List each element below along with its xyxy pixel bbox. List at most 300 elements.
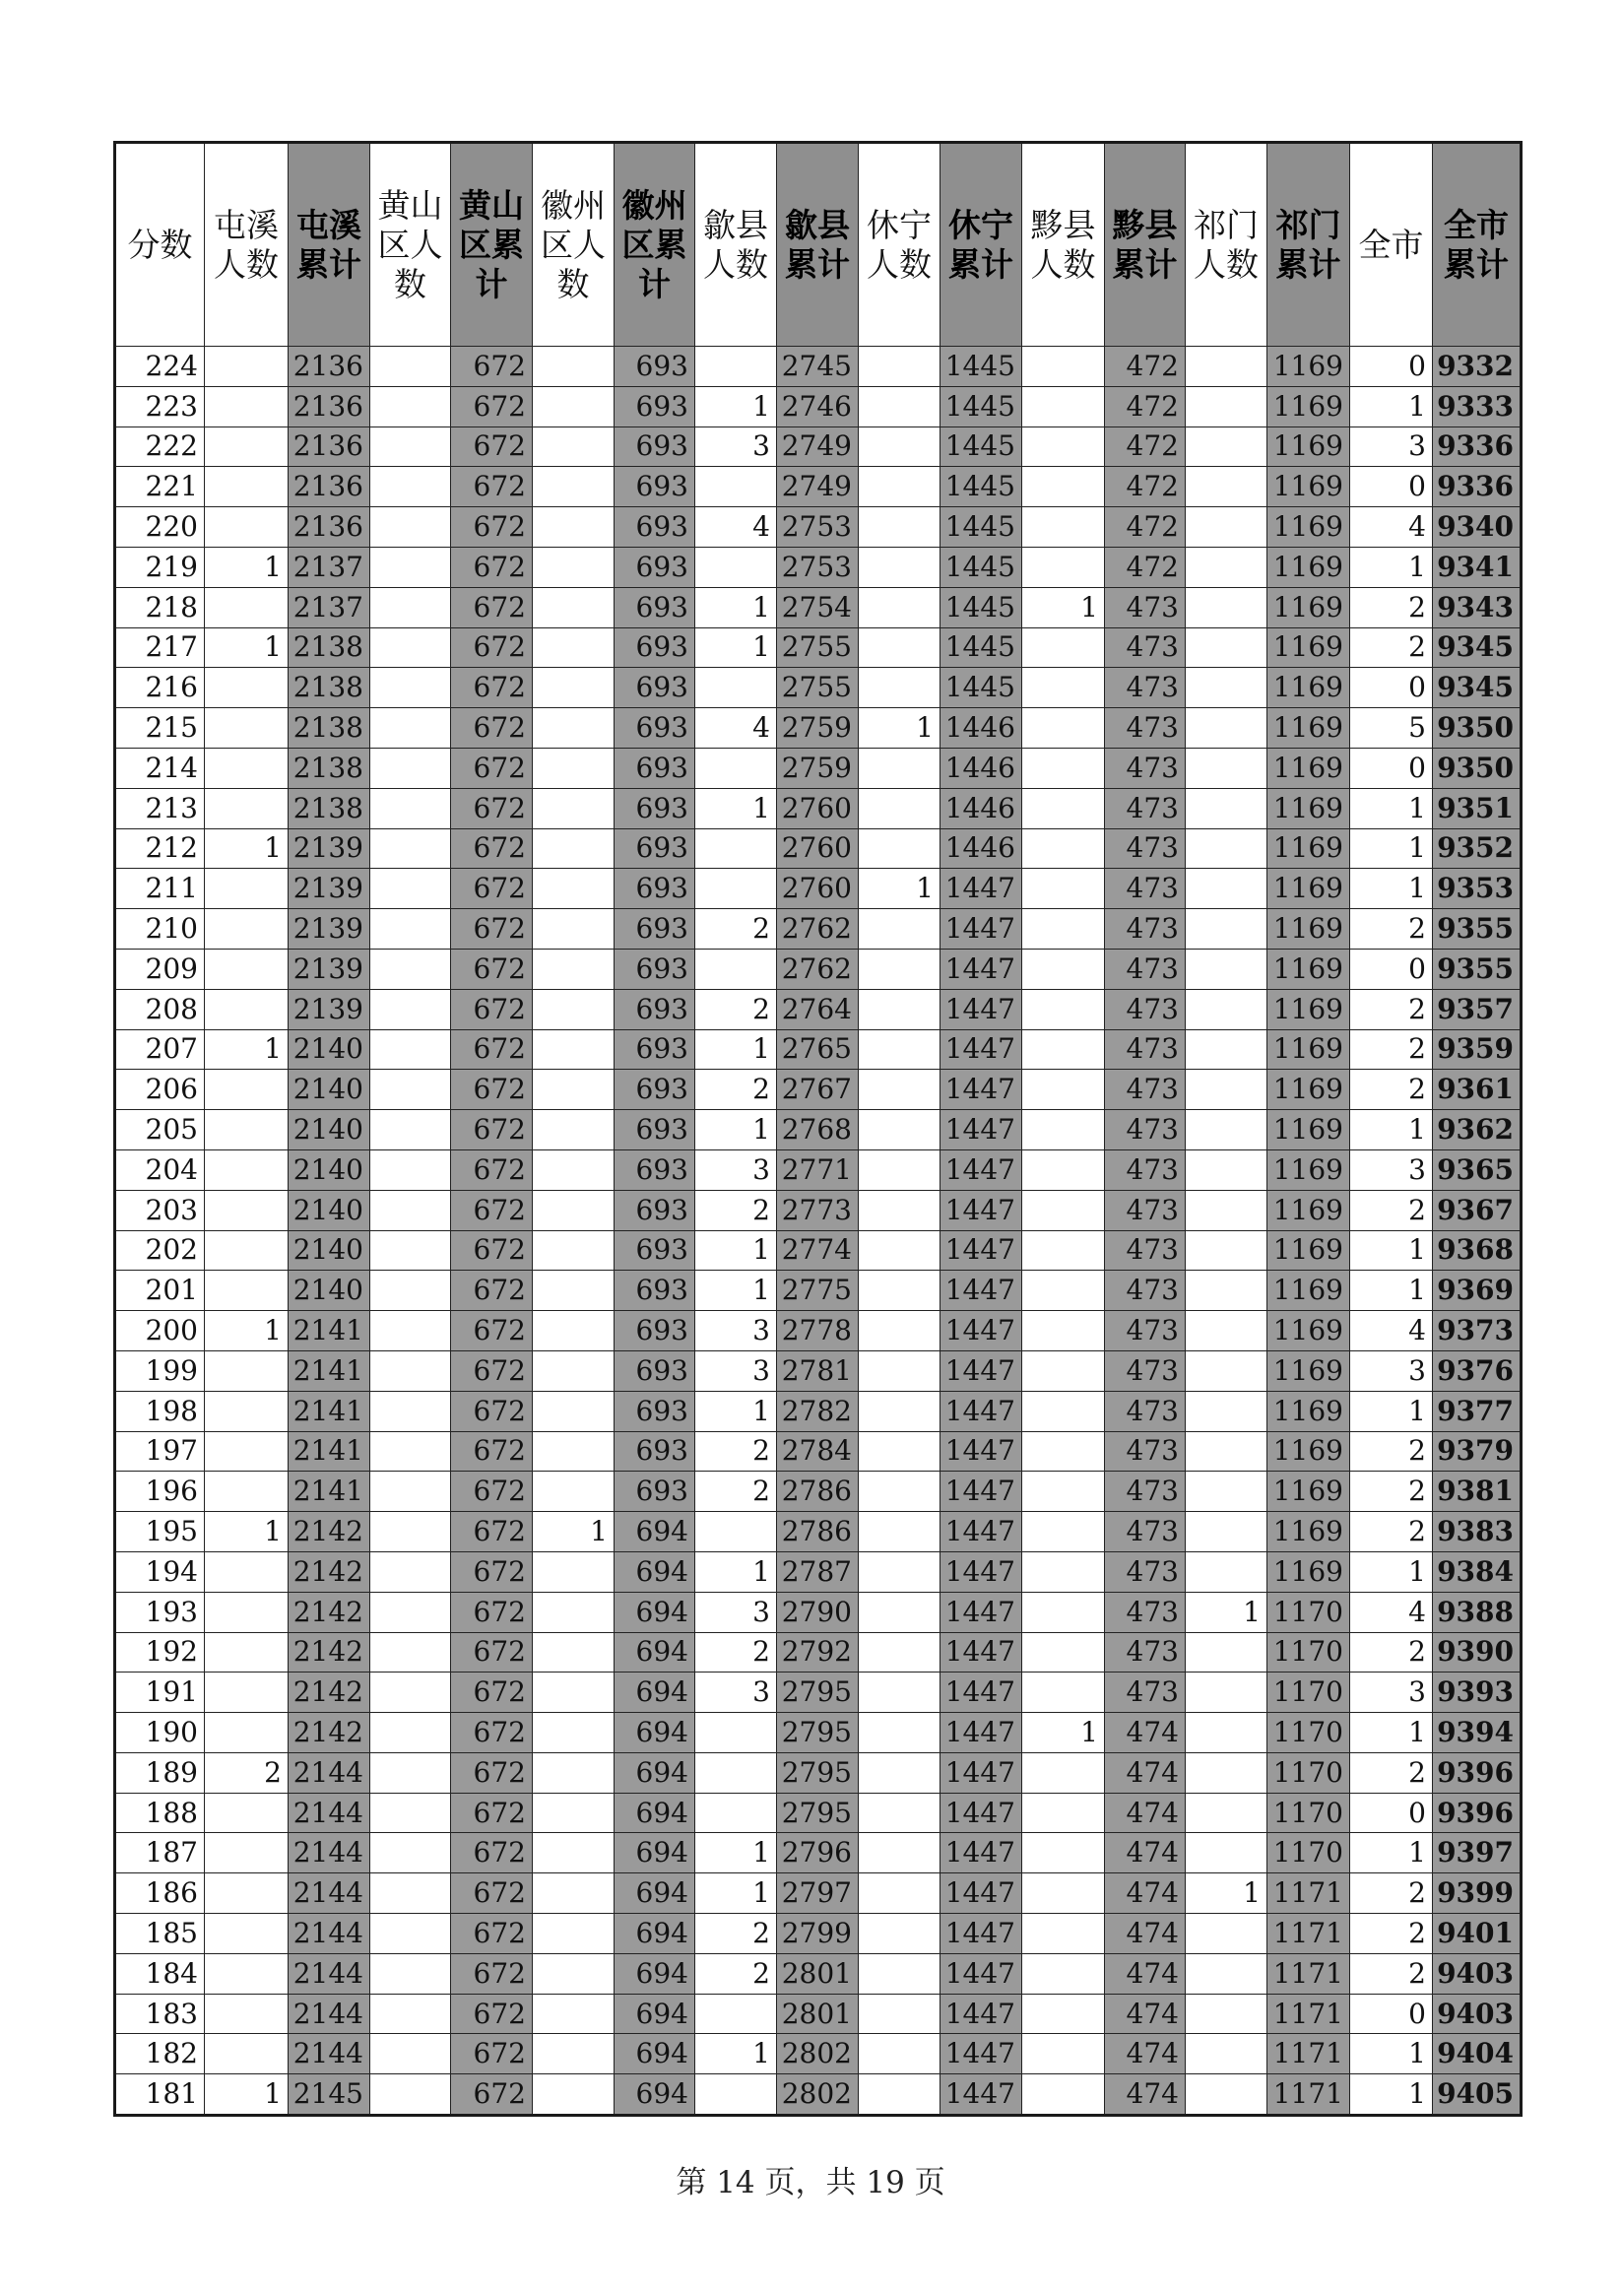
column-header: 全市 累计 [1433, 143, 1522, 347]
table-cell: 693 [615, 1029, 695, 1070]
table-cell: 2773 [777, 1190, 859, 1230]
table-cell [533, 1149, 615, 1190]
table-cell [370, 1994, 451, 2034]
table-row [115, 547, 1522, 587]
table-cell [1186, 467, 1267, 507]
table-cell [370, 1311, 451, 1351]
table-cell: 1170 [1267, 1673, 1350, 1713]
table-cell: 474 [1105, 1994, 1186, 2034]
table-cell [859, 1029, 940, 1070]
table-cell: 693 [615, 587, 695, 627]
table-cell: 472 [1105, 347, 1186, 387]
table-cell: 1 [695, 1551, 777, 1592]
table-cell [859, 1110, 940, 1150]
table-cell: 198 [115, 1391, 205, 1431]
table-cell [695, 547, 777, 587]
table-body [115, 347, 1522, 2116]
table-cell [205, 587, 289, 627]
table-cell: 672 [451, 347, 533, 387]
table-cell: 214 [115, 748, 205, 788]
table-cell: 208 [115, 989, 205, 1029]
table-cell [533, 1271, 615, 1311]
table-cell: 672 [451, 587, 533, 627]
table-cell [859, 828, 940, 869]
table-cell: 9394 [1433, 1713, 1522, 1753]
table-cell: 1446 [940, 708, 1022, 749]
table-row [115, 1391, 1522, 1431]
table-cell: 1169 [1267, 909, 1350, 950]
table-cell: 2745 [777, 347, 859, 387]
table-cell: 694 [615, 1752, 695, 1793]
table-cell [1022, 949, 1105, 989]
table-cell: 2801 [777, 1953, 859, 1994]
table-cell: 2786 [777, 1512, 859, 1552]
table-cell [1186, 386, 1267, 426]
table-cell: 1169 [1267, 1149, 1350, 1190]
table-cell: 1 [205, 627, 289, 668]
table-cell [695, 1512, 777, 1552]
table-cell [859, 1914, 940, 1954]
table-cell [533, 989, 615, 1029]
table-cell: 1445 [940, 386, 1022, 426]
table-row [115, 748, 1522, 788]
table-cell: 694 [615, 1953, 695, 1994]
table-cell: 213 [115, 788, 205, 828]
table-cell [1186, 1029, 1267, 1070]
table-cell: 1 [695, 1873, 777, 1914]
table-cell [205, 1472, 289, 1512]
table-cell [370, 1793, 451, 1833]
table-cell: 473 [1105, 1311, 1186, 1351]
table-row [115, 386, 1522, 426]
table-cell: 186 [115, 1873, 205, 1914]
table-cell: 1447 [940, 1110, 1022, 1150]
table-cell: 9365 [1433, 1149, 1522, 1190]
table-cell: 190 [115, 1713, 205, 1753]
table-cell [1186, 627, 1267, 668]
table-cell: 1169 [1267, 627, 1350, 668]
table-cell: 3 [1350, 1350, 1433, 1391]
table-cell [1022, 1431, 1105, 1472]
table-cell: 1 [695, 1230, 777, 1271]
table-cell: 694 [615, 1592, 695, 1632]
table-cell [205, 668, 289, 708]
table-cell [1186, 1110, 1267, 1150]
table-cell [1022, 828, 1105, 869]
table-cell: 672 [451, 2034, 533, 2074]
table-cell: 1169 [1267, 1350, 1350, 1391]
table-cell [533, 347, 615, 387]
table-cell: 1 [205, 828, 289, 869]
table-cell [205, 1551, 289, 1592]
column-header: 屯溪 累计 [289, 143, 370, 347]
table-cell [205, 1230, 289, 1271]
table-cell: 1445 [940, 668, 1022, 708]
table-cell [533, 1994, 615, 2034]
table-cell: 693 [615, 989, 695, 1029]
table-cell: 1447 [940, 1029, 1022, 1070]
table-cell [370, 1592, 451, 1632]
table-cell [1186, 587, 1267, 627]
table-cell: 693 [615, 547, 695, 587]
column-header: 分数 [115, 143, 205, 347]
table-cell: 2 [1350, 1752, 1433, 1793]
table-cell: 1169 [1267, 386, 1350, 426]
table-cell: 1 [695, 1029, 777, 1070]
table-cell: 1 [1350, 1271, 1433, 1311]
table-cell [533, 1431, 615, 1472]
table-cell: 473 [1105, 708, 1186, 749]
table-cell [1186, 507, 1267, 548]
table-row [115, 1953, 1522, 1994]
table-cell: 4 [1350, 507, 1433, 548]
table-cell: 2 [695, 1070, 777, 1110]
table-cell [1022, 1230, 1105, 1271]
table-cell: 9355 [1433, 949, 1522, 989]
table-cell [370, 828, 451, 869]
table-cell: 9397 [1433, 1833, 1522, 1873]
table-cell: 2144 [289, 1752, 370, 1793]
table-cell [1022, 627, 1105, 668]
table-cell: 694 [615, 1833, 695, 1873]
table-row [115, 1029, 1522, 1070]
table-row [115, 1632, 1522, 1673]
table-cell: 2759 [777, 748, 859, 788]
table-cell [859, 1190, 940, 1230]
table-cell [370, 507, 451, 548]
table-cell [1186, 708, 1267, 749]
table-row [115, 1994, 1522, 2034]
table-cell: 9367 [1433, 1190, 1522, 1230]
table-cell: 1 [859, 708, 940, 749]
table-cell: 1171 [1267, 2034, 1350, 2074]
table-cell: 9377 [1433, 1391, 1522, 1431]
table-cell: 219 [115, 547, 205, 587]
table-cell: 672 [451, 1311, 533, 1351]
table-cell [695, 467, 777, 507]
table-cell: 1171 [1267, 1953, 1350, 1994]
table-cell: 2144 [289, 1953, 370, 1994]
table-cell: 473 [1105, 1431, 1186, 1472]
table-cell: 2 [695, 1472, 777, 1512]
table-cell: 672 [451, 627, 533, 668]
table-cell: 1171 [1267, 1914, 1350, 1954]
table-cell [1186, 1953, 1267, 1994]
header-row [115, 143, 1522, 347]
table-cell [1022, 1833, 1105, 1873]
table-cell: 2 [695, 989, 777, 1029]
table-cell: 693 [615, 869, 695, 909]
table-cell: 206 [115, 1070, 205, 1110]
table-cell: 1447 [940, 1873, 1022, 1914]
table-cell: 9384 [1433, 1551, 1522, 1592]
table-cell: 672 [451, 708, 533, 749]
table-cell: 1447 [940, 1512, 1022, 1552]
table-cell: 472 [1105, 386, 1186, 426]
table-cell: 672 [451, 386, 533, 426]
table-cell [370, 748, 451, 788]
table-cell: 2 [695, 1190, 777, 1230]
table-cell: 1 [1350, 1110, 1433, 1150]
table-cell: 1 [1350, 1391, 1433, 1431]
table-cell [370, 627, 451, 668]
table-cell: 9403 [1433, 1953, 1522, 1994]
table-cell [859, 1230, 940, 1271]
table-cell [533, 1592, 615, 1632]
table-cell: 672 [451, 1752, 533, 1793]
table-cell: 2142 [289, 1713, 370, 1753]
table-cell: 473 [1105, 989, 1186, 1029]
table-cell [1186, 909, 1267, 950]
table-cell: 1 [695, 1110, 777, 1150]
table-cell: 1169 [1267, 1551, 1350, 1592]
table-cell: 1 [1022, 1713, 1105, 1753]
table-cell: 1169 [1267, 1512, 1350, 1552]
table-cell [1186, 1512, 1267, 1552]
table-cell: 694 [615, 2034, 695, 2074]
table-cell [1186, 1472, 1267, 1512]
table-cell: 672 [451, 909, 533, 950]
table-cell [533, 1793, 615, 1833]
table-cell [533, 949, 615, 989]
table-cell [205, 1350, 289, 1391]
table-cell [859, 1391, 940, 1431]
table-row [115, 1793, 1522, 1833]
table-row [115, 1673, 1522, 1713]
table-cell: 9345 [1433, 627, 1522, 668]
table-cell: 672 [451, 828, 533, 869]
table-cell: 2786 [777, 1472, 859, 1512]
table-cell [859, 668, 940, 708]
table-cell: 3 [695, 1592, 777, 1632]
table-cell [205, 1070, 289, 1110]
table-cell: 1169 [1267, 587, 1350, 627]
table-cell [1022, 1953, 1105, 1994]
table-cell [859, 1873, 940, 1914]
table-cell: 1447 [940, 1190, 1022, 1230]
table-cell: 1 [205, 1029, 289, 1070]
table-cell: 2749 [777, 467, 859, 507]
table-cell: 473 [1105, 909, 1186, 950]
table-cell [1186, 668, 1267, 708]
table-cell [1022, 989, 1105, 1029]
table-cell: 2802 [777, 2034, 859, 2074]
table-cell: 1447 [940, 1230, 1022, 1271]
table-cell: 2139 [289, 949, 370, 989]
table-cell: 474 [1105, 1793, 1186, 1833]
table-cell: 2759 [777, 708, 859, 749]
table-cell: 474 [1105, 2074, 1186, 2116]
table-cell: 2136 [289, 426, 370, 467]
table-cell [533, 1632, 615, 1673]
table-cell [533, 828, 615, 869]
table-cell: 1447 [940, 1673, 1022, 1713]
table-cell: 2144 [289, 1833, 370, 1873]
table-cell [1022, 1070, 1105, 1110]
table-cell: 191 [115, 1673, 205, 1713]
table-cell [370, 668, 451, 708]
column-header: 黟县 人数 [1022, 143, 1105, 347]
table-cell: 1170 [1267, 1713, 1350, 1753]
column-header: 休宁 累计 [940, 143, 1022, 347]
table-cell: 9353 [1433, 869, 1522, 909]
table-cell: 2787 [777, 1551, 859, 1592]
table-cell: 1447 [940, 989, 1022, 1029]
table-cell: 672 [451, 1391, 533, 1431]
table-cell: 672 [451, 1029, 533, 1070]
table-cell [1186, 1391, 1267, 1431]
table-cell [370, 547, 451, 587]
table-cell [859, 386, 940, 426]
table-cell [1022, 1311, 1105, 1351]
table-cell: 2762 [777, 909, 859, 950]
table-row [115, 1752, 1522, 1793]
table-cell: 222 [115, 426, 205, 467]
table-row [115, 1431, 1522, 1472]
table-cell: 204 [115, 1149, 205, 1190]
table-cell [695, 1752, 777, 1793]
table-cell: 2139 [289, 989, 370, 1029]
table-cell [533, 547, 615, 587]
table-cell: 473 [1105, 1029, 1186, 1070]
table-cell: 473 [1105, 1149, 1186, 1190]
table-cell: 474 [1105, 1752, 1186, 1793]
table-cell: 2138 [289, 788, 370, 828]
table-cell [695, 949, 777, 989]
table-cell [370, 1271, 451, 1311]
table-cell: 2140 [289, 1110, 370, 1150]
table-row [115, 1472, 1522, 1512]
table-cell: 1 [1350, 1713, 1433, 1753]
table-cell: 1169 [1267, 547, 1350, 587]
table-cell [370, 467, 451, 507]
table-cell: 9390 [1433, 1632, 1522, 1673]
table-cell [1186, 1833, 1267, 1873]
table-cell [1022, 1350, 1105, 1391]
table-cell: 1169 [1267, 748, 1350, 788]
table-cell: 193 [115, 1592, 205, 1632]
table-cell: 2139 [289, 869, 370, 909]
table-cell: 693 [615, 1230, 695, 1271]
table-cell: 1 [695, 1271, 777, 1311]
table-cell: 1447 [940, 1472, 1022, 1512]
table-cell [1022, 2074, 1105, 2116]
table-cell: 1 [695, 627, 777, 668]
table-cell: 694 [615, 1512, 695, 1552]
table-cell [1022, 1391, 1105, 1431]
table-cell: 215 [115, 708, 205, 749]
table-cell: 1447 [940, 1833, 1022, 1873]
table-cell: 2 [695, 909, 777, 950]
table-cell: 672 [451, 1873, 533, 1914]
table-cell: 2140 [289, 1070, 370, 1110]
table-cell: 672 [451, 1350, 533, 1391]
table-cell: 3 [695, 1311, 777, 1351]
table-cell: 2142 [289, 1551, 370, 1592]
table-cell: 1447 [940, 909, 1022, 950]
table-cell: 1169 [1267, 788, 1350, 828]
table-cell [205, 869, 289, 909]
table-cell [1022, 1149, 1105, 1190]
table-cell: 2 [1350, 989, 1433, 1029]
table-cell [1186, 869, 1267, 909]
table-row [115, 869, 1522, 909]
column-header: 歙县 人数 [695, 143, 777, 347]
table-cell [370, 1632, 451, 1673]
table-cell [1186, 828, 1267, 869]
table-cell: 194 [115, 1551, 205, 1592]
table-cell [205, 748, 289, 788]
table-cell: 4 [1350, 1592, 1433, 1632]
table-cell: 9373 [1433, 1311, 1522, 1351]
table-cell: 2795 [777, 1673, 859, 1713]
table-cell [1186, 1431, 1267, 1472]
table-cell: 2142 [289, 1632, 370, 1673]
score-table-container [113, 141, 1520, 2117]
table-cell [1022, 668, 1105, 708]
table-cell: 1447 [940, 1350, 1022, 1391]
table-cell: 1445 [940, 587, 1022, 627]
table-cell: 196 [115, 1472, 205, 1512]
table-cell: 1169 [1267, 1472, 1350, 1512]
table-cell: 1 [1350, 2074, 1433, 2116]
table-cell: 183 [115, 1994, 205, 2034]
table-cell [533, 1472, 615, 1512]
table-cell: 672 [451, 1953, 533, 1994]
table-cell: 9393 [1433, 1673, 1522, 1713]
table-cell: 9388 [1433, 1592, 1522, 1632]
table-cell: 672 [451, 1551, 533, 1592]
table-cell [1022, 1029, 1105, 1070]
table-row [115, 426, 1522, 467]
table-cell: 1 [1022, 587, 1105, 627]
table-row [115, 909, 1522, 950]
table-cell [1186, 748, 1267, 788]
table-cell: 2764 [777, 989, 859, 1029]
table-cell [1186, 1914, 1267, 1954]
table-cell [370, 1833, 451, 1873]
table-cell [533, 1311, 615, 1351]
table-cell: 9403 [1433, 1994, 1522, 2034]
table-cell: 0 [1350, 1994, 1433, 2034]
table-cell: 2140 [289, 1190, 370, 1230]
table-row [115, 2034, 1522, 2074]
table-cell: 694 [615, 2074, 695, 2116]
table-cell [205, 1190, 289, 1230]
table-cell: 9369 [1433, 1271, 1522, 1311]
table-cell: 1169 [1267, 1431, 1350, 1472]
table-cell: 1447 [940, 869, 1022, 909]
table-cell: 2141 [289, 1311, 370, 1351]
table-cell: 1169 [1267, 989, 1350, 1029]
table-row [115, 1873, 1522, 1914]
table-cell [1022, 708, 1105, 749]
table-cell: 672 [451, 869, 533, 909]
table-cell [205, 2034, 289, 2074]
table-cell: 1447 [940, 1391, 1022, 1431]
table-cell: 1447 [940, 1431, 1022, 1472]
table-cell: 2797 [777, 1873, 859, 1914]
table-row [115, 1149, 1522, 1190]
table-cell: 9399 [1433, 1873, 1522, 1914]
table-cell [205, 347, 289, 387]
table-cell: 2 [695, 1632, 777, 1673]
table-cell [370, 1391, 451, 1431]
table-cell [370, 1914, 451, 1954]
table-cell: 2760 [777, 788, 859, 828]
table-cell [370, 1190, 451, 1230]
table-cell: 9341 [1433, 547, 1522, 587]
